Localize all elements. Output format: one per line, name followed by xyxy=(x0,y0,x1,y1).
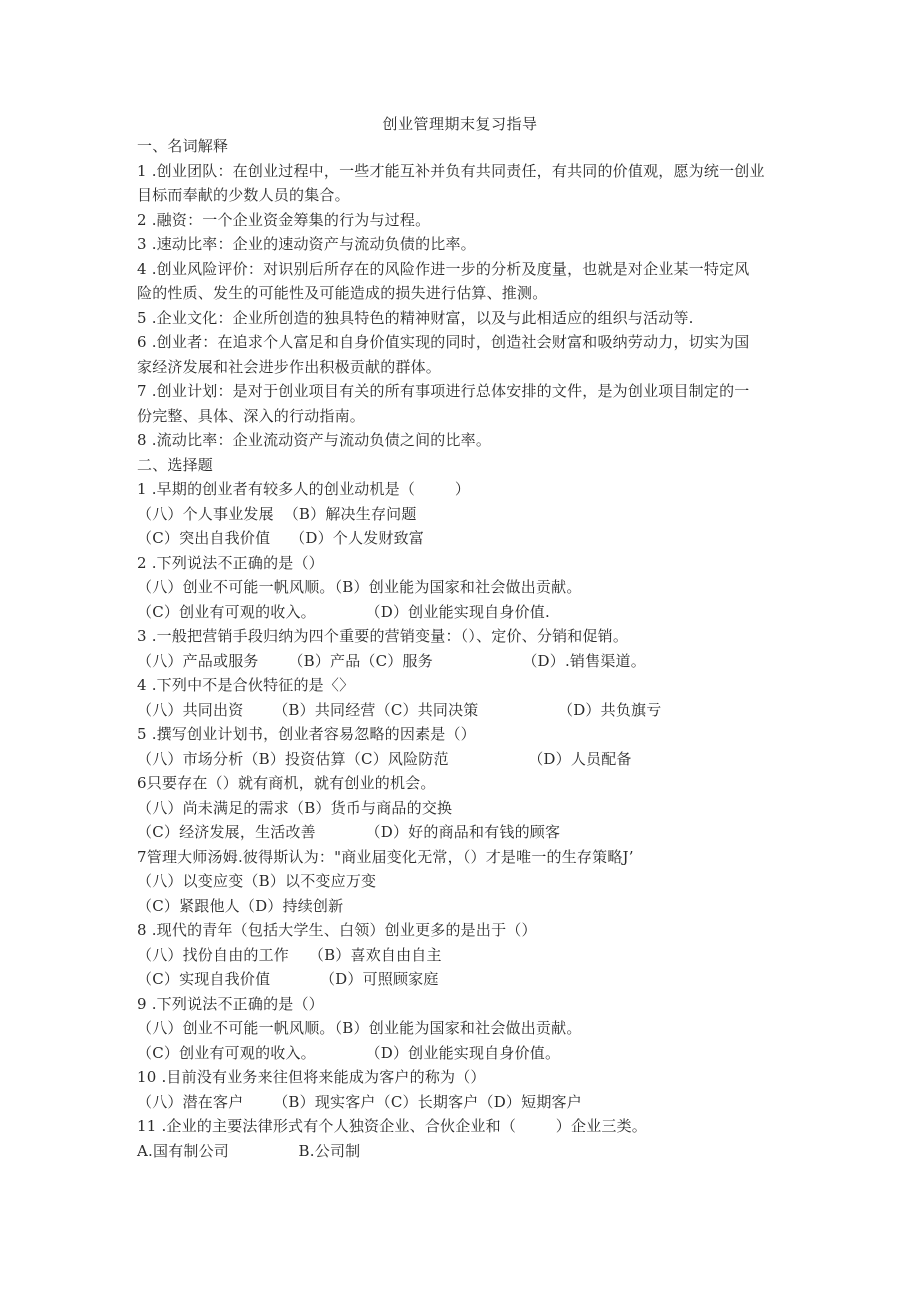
text-line: （八）以变应变（B）以不变应万变 xyxy=(137,872,377,890)
text-line: （八）创业不可能一帆风顺。（B）创业能为国家和社会做出贡献。 xyxy=(137,1019,582,1037)
text-line: （八）创业不可能一帆风顺。（B）创业能为国家和社会做出贡献。 xyxy=(137,578,582,596)
text-line: 险的性质、发生的可能性及可能造成的损失进行估算、推测。 xyxy=(137,284,548,302)
text-line: （C）创业有可观的收入。 （D）创业能实现自身价值。 xyxy=(137,1043,561,1062)
text-line: 4 .创业风险评价：对识别后所存在的风险作进一步的分析及度量，也就是对企业某一特定风 xyxy=(137,259,750,278)
text-line: （八）找份自由的工作 （B）喜欢自由自主 xyxy=(137,945,442,964)
text-line: A.国有制公司 B.公司制 xyxy=(137,1141,361,1160)
text-line: 3 .速动比率：企业的速动资产与流动负债的比率。 xyxy=(137,235,476,253)
text-line: （八）尚未满足的需求（B）货币与商品的交换 xyxy=(137,798,453,817)
text-line: 一、名词解释 xyxy=(137,137,229,155)
text-line: 6 .创业者：在追求个人富足和自身价值实现的同时，创造社会财富和吸纳劳动力，切实为国 xyxy=(137,333,750,351)
text-line: 二、选择题 xyxy=(137,455,214,474)
text-line: （八）产品或服务 （B）产品（C）服务 （D）.销售渠道。 xyxy=(137,651,646,670)
text-line: （C）实现自我价值 （D）可照顾家庭 xyxy=(137,970,439,988)
text-line: 7管理大师汤姆.彼得斯认为："商业届变化无常，（）才是唯一的生存策略J’ xyxy=(137,847,634,866)
text-line: 1 .创业团队：在创业过程中，一些才能互补并负有共同责任，有共同的价值观，愿为统一创业 xyxy=(137,161,765,180)
document-title: 创业管理期末复习指导 xyxy=(382,115,538,133)
text-line: 11 .企业的主要法律形式有个人独资企业、合伙企业和（ ）企业三类。 xyxy=(137,1117,647,1135)
text-line: 目标而奉献的少数人员的集合。 xyxy=(137,186,350,204)
text-line: 1 .早期的创业者有较多人的创业动机是（ ） xyxy=(137,480,471,498)
text-line: 6只要存在（）就有商机，就有创业的机会。 xyxy=(137,774,436,792)
text-line: （八）潜在客户 （B）现实客户（C）长期客户（D）短期客户 xyxy=(137,1092,582,1111)
text-line: （C）创业有可观的收入。 （D）创业能实现自身价值. xyxy=(137,602,550,621)
text-line: （C）紧跟他人（D）持续创新 xyxy=(137,896,344,915)
text-line: 2 .融资：一个企业资金筹集的行为与过程。 xyxy=(137,210,431,229)
text-line: （八）共同出资 （B）共同经营（C）共同决策 （D）共负旗亏 xyxy=(137,700,662,719)
text-line: 9 .下列说法不正确的是（） xyxy=(137,994,324,1013)
text-line: 份完整、具体、深入的行动指南。 xyxy=(137,406,366,425)
text-line: 5 .撰写创业计划书，创业者容易忽略的因素是（） xyxy=(137,725,476,743)
text-line: 家经济发展和社会进步作出积极贡献的群体。 xyxy=(137,357,442,376)
text-line: 10 .目前没有业务来往但将来能成为客户的称为（） xyxy=(137,1068,486,1086)
text-line: 3 .一般把营销手段归纳为四个重要的营销变量：（）、定价、分销和促销。 xyxy=(137,627,629,645)
text-line: 7 .创业计划：是对于创业项目有关的所有事项进行总体安排的文件，是为创业项目制定的一 xyxy=(137,382,750,400)
text-line: 8 .现代的青年（包括大学生、白领）创业更多的是出于（） xyxy=(137,921,537,939)
text-line: 2 .下列说法不正确的是（） xyxy=(137,553,324,572)
text-line: （八）市场分析（B）投资估算（C）风险防范 （D）人员配备 xyxy=(137,749,632,768)
text-line: （八）个人事业发展 （B）解决生存问题 xyxy=(137,504,417,523)
text-line: （C）突出自我价值 （D）个人发财致富 xyxy=(137,529,424,547)
text-line: （C）经济发展，生活改善 （D）好的商品和有钱的顾客 xyxy=(137,823,561,841)
text-line: 8 .流动比率：企业流动资产与流动负债之间的比率。 xyxy=(137,431,492,449)
text-line: 5 .企业文化：企业所创造的独具特色的精神财富，以及与此相适应的组织与活动等. xyxy=(137,308,694,327)
text-line: 4 .下列中不是合伙特征的是〈〉 xyxy=(137,676,355,694)
